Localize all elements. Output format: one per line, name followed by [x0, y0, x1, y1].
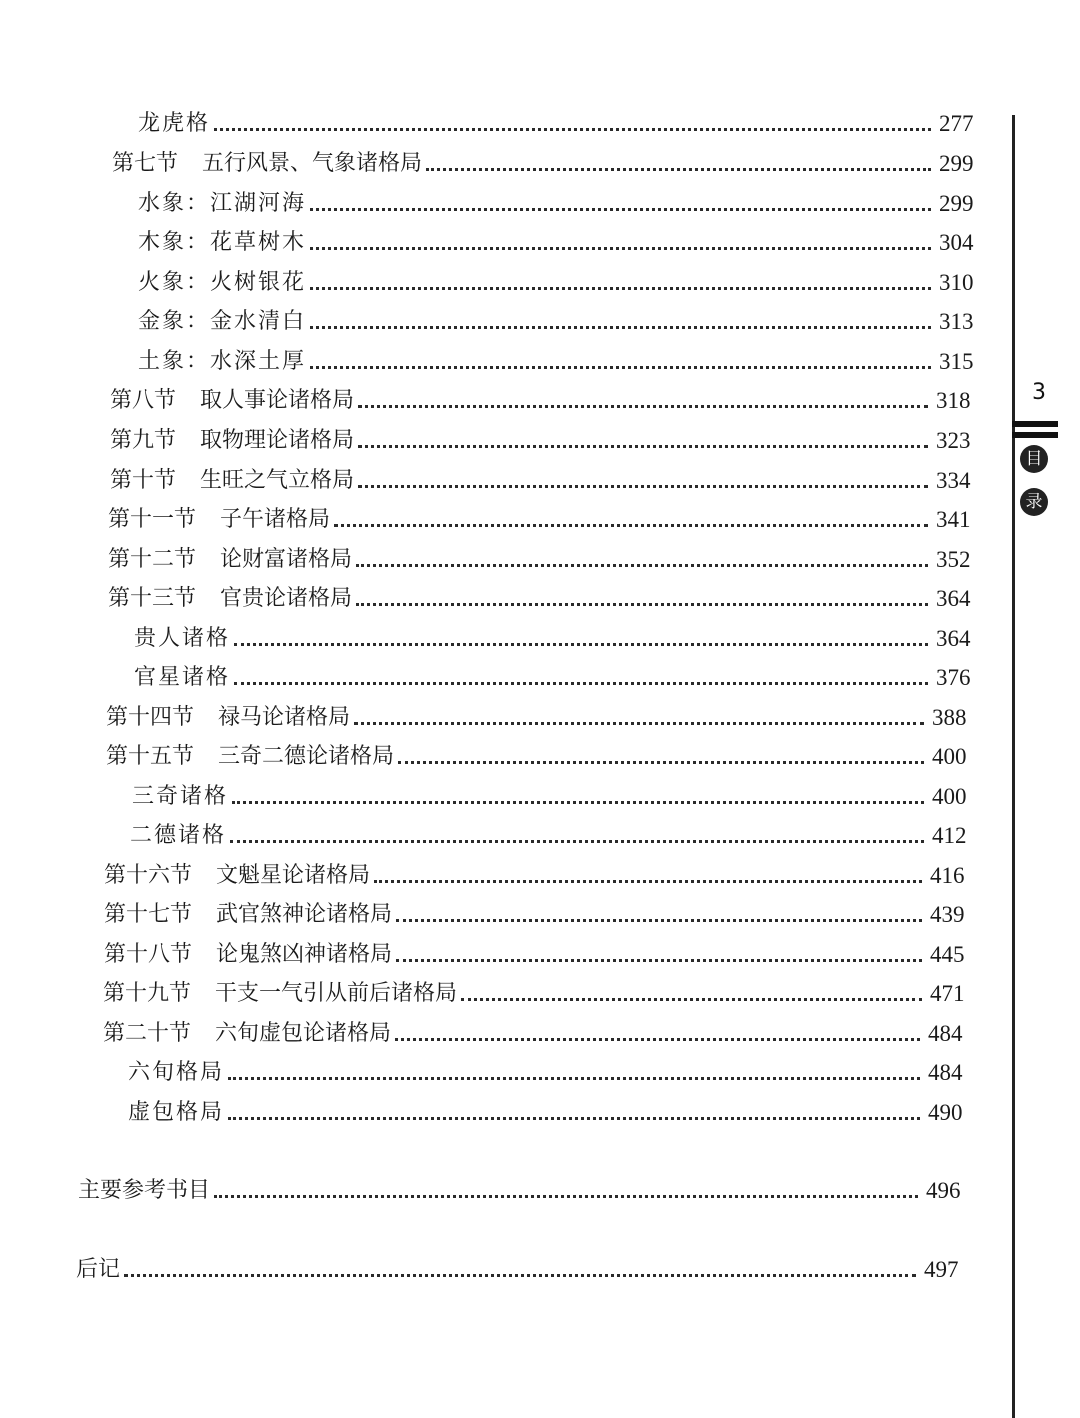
dot-leader	[398, 761, 924, 764]
toc-entry	[108, 578, 980, 612]
dot-leader	[234, 682, 928, 685]
dot-leader	[358, 405, 928, 408]
toc-title: 取人事论诸格局	[200, 388, 355, 413]
toc-section-number: 第二十节	[103, 1021, 192, 1046]
toc-section-number: 第十八节	[104, 942, 193, 967]
marker-bar	[1012, 421, 1058, 427]
toc-page-number: 277	[939, 111, 974, 136]
toc-entry	[128, 1052, 972, 1086]
toc-title: 论鬼煞凶神诸格局	[216, 942, 393, 967]
dot-leader	[214, 1195, 918, 1198]
dot-leader	[395, 1038, 920, 1041]
toc-entry	[138, 222, 983, 256]
toc-entry	[103, 973, 974, 1007]
toc-page-number: 334	[936, 468, 971, 493]
toc-page-number: 412	[932, 823, 967, 848]
toc-entry	[104, 855, 974, 889]
toc-entry	[104, 934, 974, 968]
toc-page-number: 484	[928, 1060, 963, 1085]
toc-title: 二德诸格	[130, 823, 227, 848]
margin-rule	[1012, 115, 1015, 1418]
toc-section-number: 第十七节	[104, 902, 193, 927]
dot-leader	[358, 445, 928, 448]
dot-leader	[310, 247, 931, 250]
dot-leader	[230, 840, 924, 843]
toc-title: 龙虎格	[138, 111, 211, 136]
dot-leader	[310, 326, 931, 329]
toc-page-number: 364	[936, 586, 971, 611]
dot-leader	[214, 128, 931, 131]
toc-title: 取物理论诸格局	[200, 428, 355, 453]
toc-section-number: 第十五节	[106, 744, 195, 769]
page-number: 3	[1032, 380, 1046, 405]
toc-title: 五行风景、气象诸格局	[202, 151, 423, 176]
toc-section-number: 第七节	[112, 151, 179, 176]
toc-entry	[108, 499, 980, 533]
toc-title: 虚包格局	[128, 1100, 225, 1125]
toc-page-number: 341	[936, 507, 971, 532]
toc-title: 土象：水深土厚	[138, 349, 307, 374]
toc-entry	[106, 697, 976, 731]
toc-entry	[138, 341, 983, 375]
toc-entry	[76, 1249, 968, 1283]
dot-leader	[232, 801, 924, 804]
toc-title: 子午诸格局	[220, 507, 331, 532]
dot-leader	[374, 880, 922, 883]
toc-entry	[134, 657, 980, 691]
toc-entry	[138, 183, 983, 217]
toc-page-number: 497	[924, 1257, 959, 1282]
toc-page-number: 352	[936, 547, 971, 572]
toc-page-number: 416	[930, 863, 965, 888]
toc-title: 火象：火树银花	[138, 270, 307, 295]
toc-page-number: 310	[939, 270, 974, 295]
toc-entry	[78, 1170, 970, 1204]
dot-leader	[356, 564, 928, 567]
toc-entry	[138, 301, 983, 335]
toc-title: 干支一气引从前后诸格局	[215, 981, 458, 1006]
toc-page-number: 445	[930, 942, 965, 967]
toc-title: 六旬格局	[128, 1060, 225, 1085]
toc-title: 主要参考书目	[78, 1178, 211, 1203]
toc-title: 论财富诸格局	[220, 547, 353, 572]
toc-entry	[103, 1013, 972, 1047]
toc-entry	[138, 262, 983, 296]
toc-section-number: 第十六节	[104, 863, 193, 888]
toc-page-number: 299	[939, 191, 974, 216]
toc-page-number: 439	[930, 902, 965, 927]
toc-section-number: 第十一节	[108, 507, 197, 532]
toc-title: 贵人诸格	[134, 626, 231, 651]
toc-entry	[104, 894, 974, 928]
dot-leader	[310, 208, 931, 211]
dot-leader	[228, 1117, 920, 1120]
toc-page-number: 388	[932, 705, 967, 730]
toc-title: 官星诸格	[134, 665, 231, 690]
dot-leader	[124, 1274, 916, 1277]
toc-page-number: 323	[936, 428, 971, 453]
toc-title: 禄马论诸格局	[218, 705, 351, 730]
toc-section-number: 第九节	[110, 428, 177, 453]
toc-entry	[128, 1092, 972, 1126]
toc-title: 木象：花草树木	[138, 230, 307, 255]
toc-page-number: 299	[939, 151, 974, 176]
toc-title: 三奇诸格	[132, 784, 229, 809]
dot-leader	[228, 1077, 920, 1080]
toc-page-number: 496	[926, 1178, 961, 1203]
toc-page-number: 400	[932, 784, 967, 809]
toc-page-number: 484	[928, 1021, 963, 1046]
toc-page-number: 315	[939, 349, 974, 374]
toc-title: 生旺之气立格局	[200, 468, 355, 493]
toc-section-number: 第八节	[110, 388, 177, 413]
marker-bar	[1012, 432, 1058, 438]
toc-page-number: 304	[939, 230, 974, 255]
toc-entry	[110, 420, 980, 454]
toc-page-number: 490	[928, 1100, 963, 1125]
dot-leader	[396, 919, 922, 922]
toc-section-number: 第十二节	[108, 547, 197, 572]
toc-entry	[110, 460, 980, 494]
toc-entry	[108, 539, 980, 573]
dot-leader	[234, 643, 928, 646]
dot-leader	[358, 485, 928, 488]
section-label-lu: 录	[1020, 488, 1048, 516]
toc-title: 三奇二德论诸格局	[218, 744, 395, 769]
toc-entry	[112, 143, 983, 177]
toc-title: 后记	[76, 1257, 121, 1282]
dot-leader	[426, 168, 931, 171]
toc-section-number: 第十九节	[103, 981, 192, 1006]
toc-title: 文魁星论诸格局	[216, 863, 371, 888]
toc-entry	[110, 380, 980, 414]
dot-leader	[310, 366, 931, 369]
toc-title: 水象：江湖河海	[138, 191, 307, 216]
section-label-mu: 目	[1020, 445, 1048, 473]
toc-title: 官贵论诸格局	[220, 586, 353, 611]
toc-page-number: 400	[932, 744, 967, 769]
toc-page-number: 471	[930, 981, 965, 1006]
dot-leader	[310, 287, 931, 290]
dot-leader	[356, 603, 928, 606]
toc-page-number: 318	[936, 388, 971, 413]
dot-leader	[354, 722, 924, 725]
dot-leader	[461, 998, 922, 1001]
toc-entry	[138, 103, 983, 137]
toc-title: 武官煞神论诸格局	[216, 902, 393, 927]
toc-section-number: 第十四节	[106, 705, 195, 730]
toc-page-number: 313	[939, 309, 974, 334]
toc-section-number: 第十三节	[108, 586, 197, 611]
toc-entry	[130, 815, 976, 849]
toc-entry	[132, 776, 976, 810]
toc-entry	[134, 618, 980, 652]
toc-title: 金象：金水清白	[138, 309, 307, 334]
toc-title: 六旬虚包论诸格局	[215, 1021, 392, 1046]
toc-page-number: 364	[936, 626, 971, 651]
toc-page-number: 376	[936, 665, 971, 690]
dot-leader	[334, 524, 928, 527]
toc-section-number: 第十节	[110, 468, 177, 493]
toc-entry	[106, 736, 976, 770]
dot-leader	[396, 959, 922, 962]
